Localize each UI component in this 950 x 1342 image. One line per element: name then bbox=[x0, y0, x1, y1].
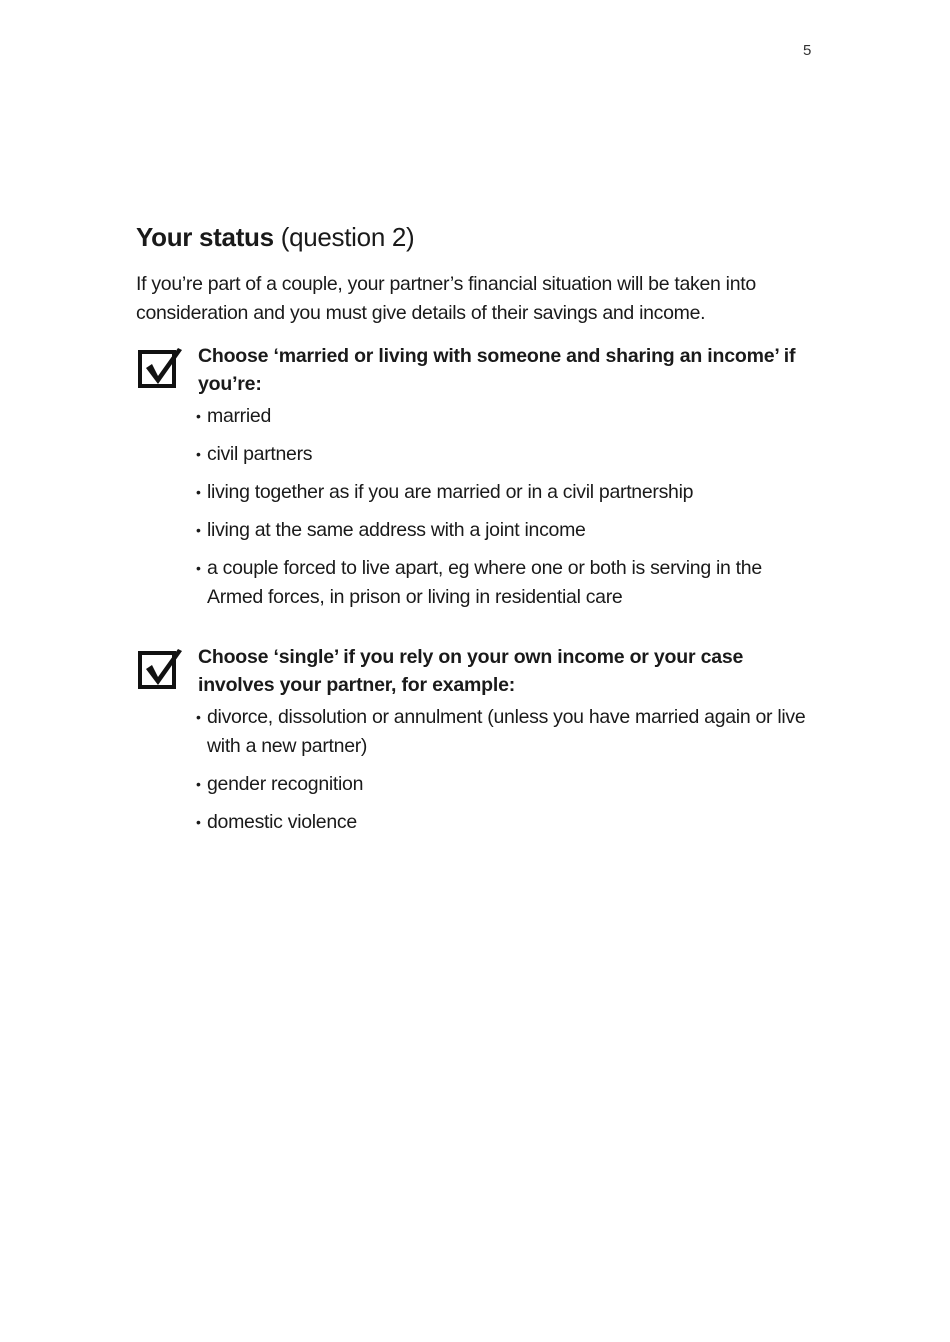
criteria-list bbox=[196, 402, 816, 612]
list-item: • living together as if you are married or in a civil partnership bbox=[196, 478, 816, 507]
section-single bbox=[136, 643, 816, 846]
title-subtitle: (question 2) bbox=[273, 222, 415, 252]
list-item: • a couple forced to live apart, eg where one or both is serving in the Armed forces, in prison or living in residential care bbox=[196, 554, 816, 612]
list-item: • divorce, dissolution or annulment (unless you have married again or live with a new partner) bbox=[196, 703, 816, 761]
checked-box-icon bbox=[138, 346, 182, 390]
list-item: • civil partners bbox=[196, 440, 816, 469]
section-title: Choose ‘single’ if you rely on your own income or your case involves your partner, for example: bbox=[198, 646, 744, 696]
criteria-list bbox=[196, 703, 816, 837]
list-item: • gender recognition bbox=[196, 770, 816, 799]
section-title: Choose ‘married or living with someone and sharing an income’ if you’re: bbox=[198, 345, 796, 395]
section-married bbox=[136, 342, 816, 621]
list-item: • domestic violence bbox=[196, 808, 816, 837]
title-bold: Your status bbox=[136, 222, 274, 252]
list-item: • married bbox=[196, 402, 816, 431]
page-title bbox=[136, 222, 414, 253]
list-item: • living at the same address with a joint income bbox=[196, 516, 816, 545]
intro-paragraph: If you’re part of a couple, your partner’s financial situation will be taken into consideration and you must give details of their savings and income. bbox=[136, 273, 756, 324]
checked-box-icon bbox=[138, 647, 182, 691]
page-number: 5 bbox=[803, 42, 812, 59]
